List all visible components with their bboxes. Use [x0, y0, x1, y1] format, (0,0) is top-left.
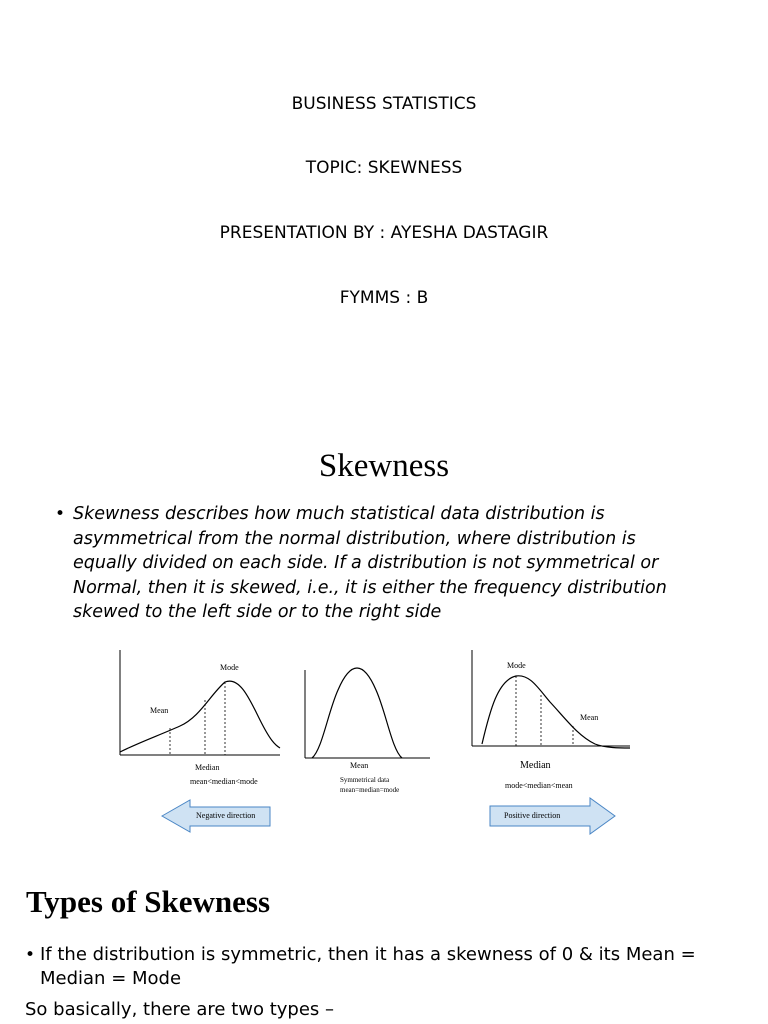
- label-relation: mode<median<mean: [505, 781, 573, 790]
- label-median: Median: [520, 760, 551, 771]
- skewness-diagram: [100, 640, 640, 840]
- skewness-definition: Skewness describes how much statistical data distribution is asymmetrical from the normal distribution, where distribution is equally divided on each side. If a distribution is not symmetrical or Normal, then it is skewed, i.e., it is either the frequency distribution skewed to the left side or to the right side: [73, 504, 667, 622]
- subject-line: BUSINESS STATISTICS: [291, 94, 477, 114]
- positive-skew-curve: [482, 676, 630, 748]
- label-relation: mean<median<mode: [190, 777, 258, 786]
- skewness-title: Skewness: [318, 448, 450, 484]
- label-mean: Mean: [350, 761, 369, 770]
- title-slide: [0, 0, 768, 430]
- topic-line: TOPIC: SKEWNESS: [305, 158, 463, 178]
- negative-skew-curve: [120, 681, 280, 752]
- positive-arrow-label: Positive direction: [504, 811, 561, 820]
- skewness-figure: [100, 640, 640, 840]
- positive-skew-panel: [472, 650, 630, 834]
- label-mean: Mean: [580, 713, 599, 722]
- presenter-line: PRESENTATION BY : AYESHA DASTAGIR: [219, 223, 549, 243]
- types-bullet-text: If the distribution is symmetric, then it has a skewness of 0 & its Mean = Median = Mode: [40, 944, 696, 989]
- class-line: FYMMS : B: [339, 288, 429, 308]
- label-symmetrical: Symmetrical data: [340, 776, 390, 784]
- negative-arrow-label: Negative direction: [196, 811, 256, 820]
- bullet-icon: •: [55, 504, 66, 524]
- skewness-bullet: [55, 502, 705, 625]
- label-median: Median: [195, 763, 220, 772]
- symmetric-curve: [312, 668, 402, 758]
- negative-skew-panel: [120, 650, 280, 832]
- label-mode: Mode: [507, 661, 526, 670]
- types-bullet: [25, 943, 725, 991]
- types-intro-line: So basically, there are two types –: [25, 999, 335, 1020]
- label-symmetric-relation: mean=median=mode: [340, 786, 400, 794]
- types-title: Types of Skewness: [26, 884, 271, 919]
- label-mode: Mode: [220, 663, 239, 672]
- bullet-icon: •: [25, 945, 36, 965]
- symmetric-panel: [305, 668, 430, 794]
- label-mean: Mean: [150, 706, 169, 715]
